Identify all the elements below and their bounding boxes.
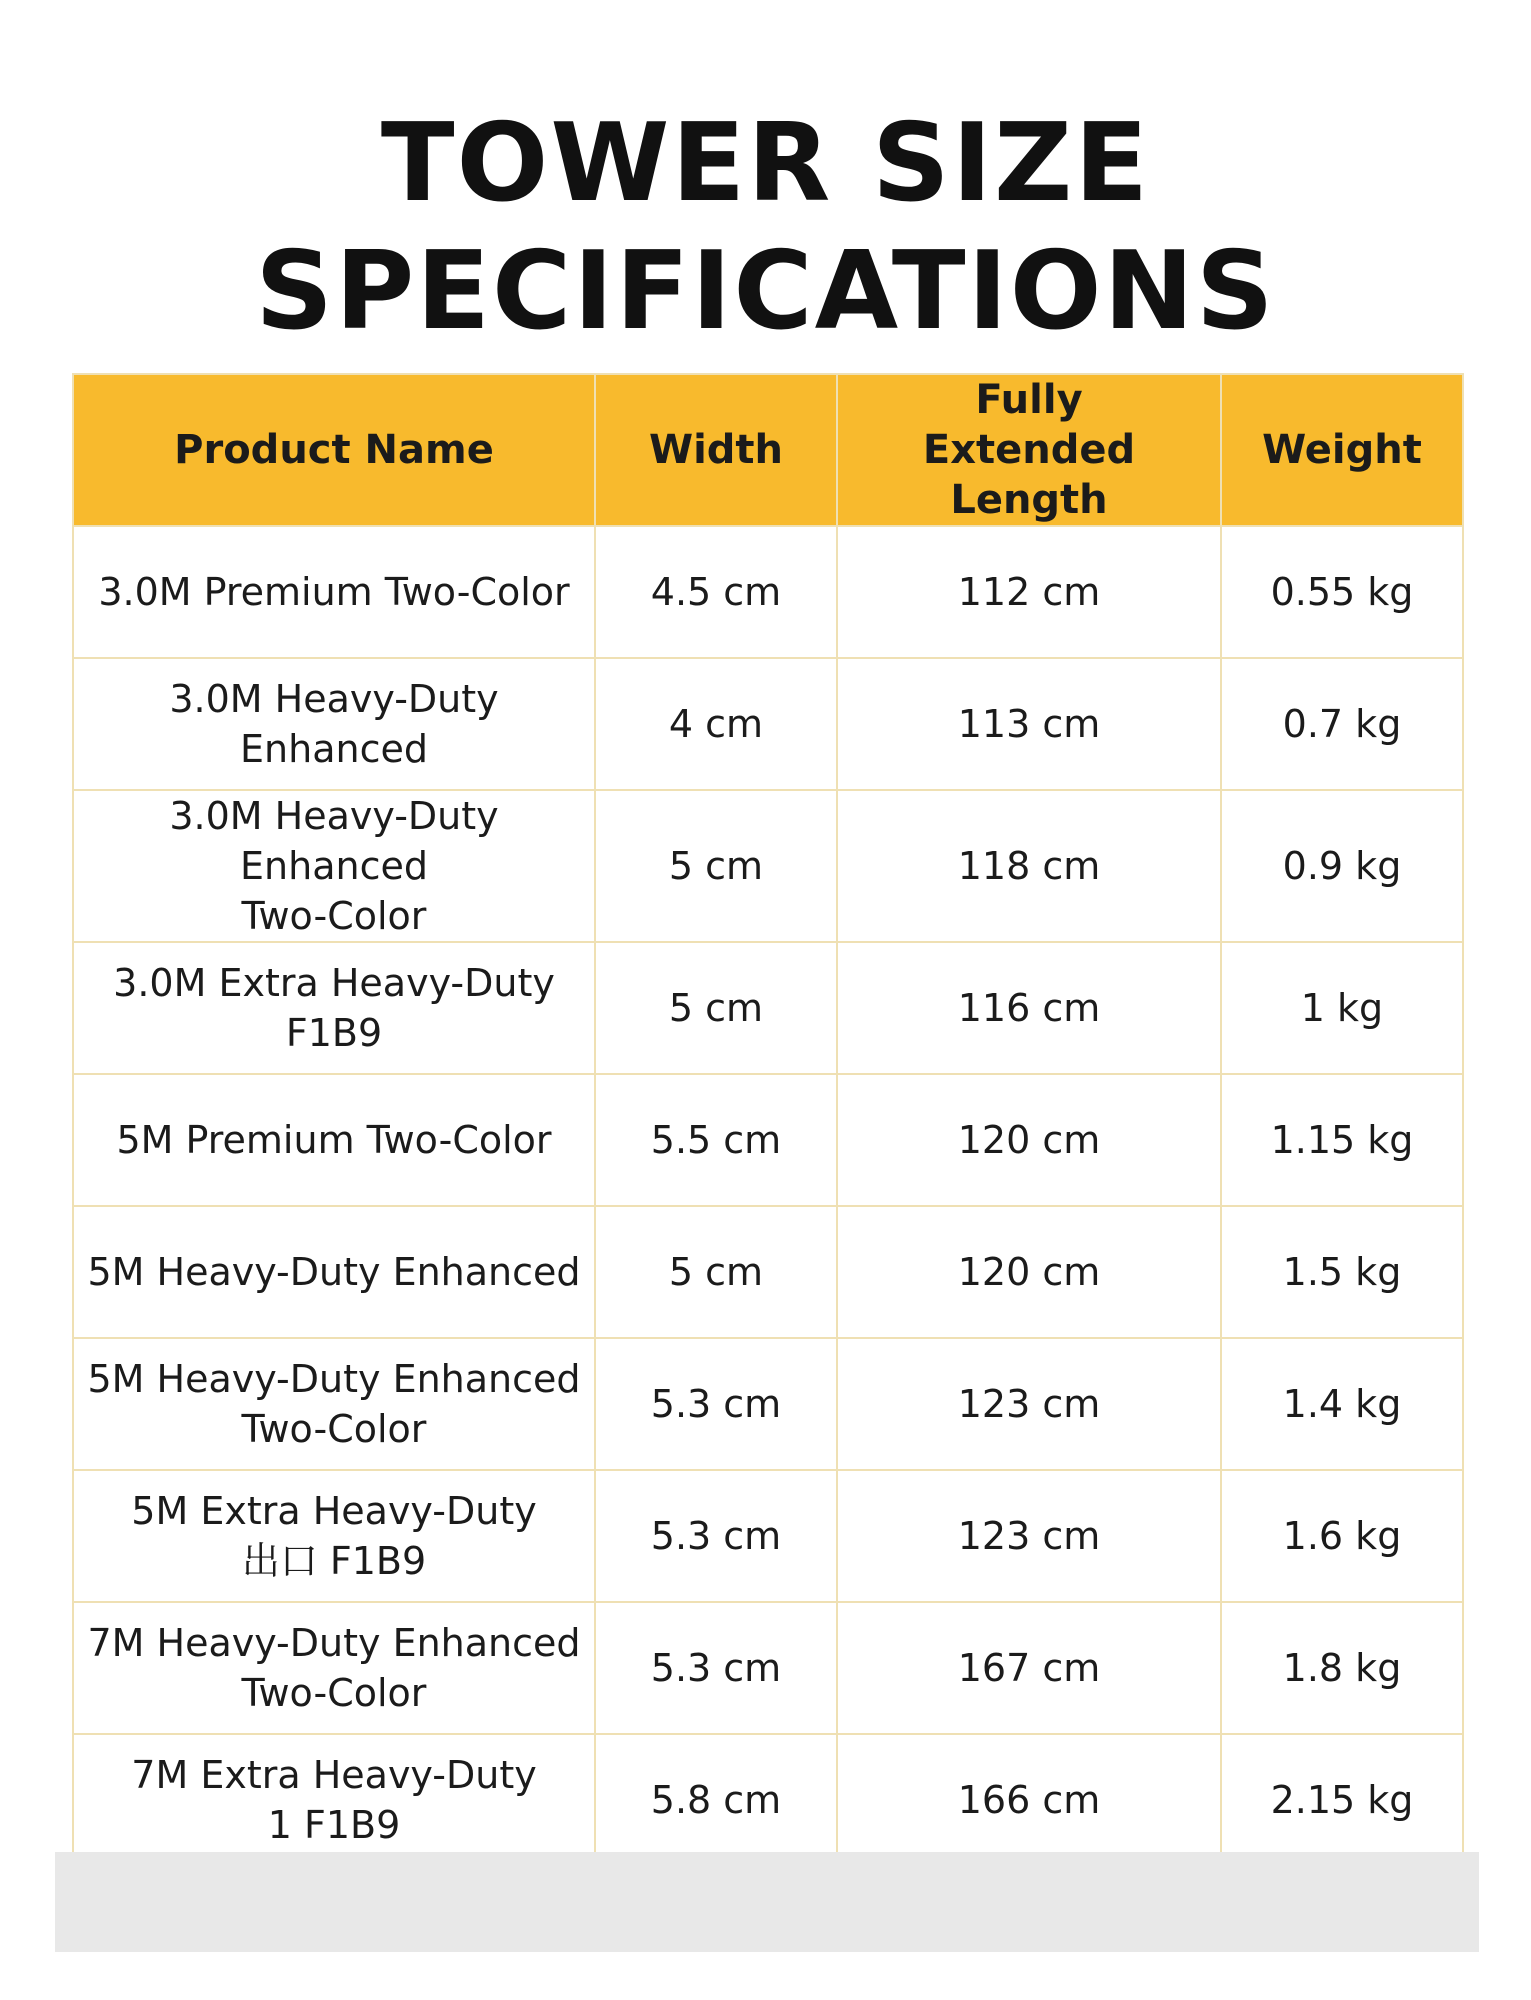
table-row: [73, 1602, 1463, 1734]
length-cell: 118 cm: [837, 790, 1221, 942]
product-name-cell: 7M Heavy-Duty Enhanced Two-Color: [73, 1602, 595, 1734]
table-row: [73, 1470, 1463, 1602]
header-extended-length: Fully Extended Length: [837, 374, 1221, 526]
table-row: [73, 1734, 1463, 1866]
width-cell: 5 cm: [595, 790, 837, 942]
product-name-cell: 3.0M Extra Heavy-Duty F1B9: [73, 942, 595, 1074]
weight-cell: 1.5 kg: [1221, 1206, 1463, 1338]
weight-cell: 2.15 kg: [1221, 1734, 1463, 1866]
header-row: [73, 374, 1463, 526]
length-cell: 166 cm: [837, 1734, 1221, 1866]
product-name-cell: 5M Premium Two-Color: [73, 1074, 595, 1206]
table-row: [73, 1206, 1463, 1338]
table-row: [73, 942, 1463, 1074]
weight-cell: 0.55 kg: [1221, 526, 1463, 658]
weight-cell: 1.4 kg: [1221, 1338, 1463, 1470]
weight-cell: 1.8 kg: [1221, 1602, 1463, 1734]
product-name-cell: 5M Heavy-Duty Enhanced: [73, 1206, 595, 1338]
length-cell: 112 cm: [837, 526, 1221, 658]
weight-cell: 1.6 kg: [1221, 1470, 1463, 1602]
length-cell: 167 cm: [837, 1602, 1221, 1734]
length-cell: 120 cm: [837, 1206, 1221, 1338]
width-cell: 5 cm: [595, 1206, 837, 1338]
weight-cell: 1 kg: [1221, 942, 1463, 1074]
product-name-cell: 3.0M Heavy-Duty Enhanced: [73, 658, 595, 790]
width-cell: 5.3 cm: [595, 1470, 837, 1602]
width-cell: 4.5 cm: [595, 526, 837, 658]
title-line-1: TOWER SIZE: [380, 101, 1151, 226]
product-name-cell: 5M Heavy-Duty Enhanced Two-Color: [73, 1338, 595, 1470]
length-cell: 123 cm: [837, 1470, 1221, 1602]
product-name-cell: 3.0M Premium Two-Color: [73, 526, 595, 658]
width-cell: 5.3 cm: [595, 1602, 837, 1734]
length-cell: 120 cm: [837, 1074, 1221, 1206]
page-title: [0, 100, 1531, 356]
length-cell: 113 cm: [837, 658, 1221, 790]
product-name-cell: 5M Extra Heavy-Duty 出口 F1B9: [73, 1470, 595, 1602]
table-header: [73, 374, 1463, 526]
product-name-cell: 3.0M Heavy-Duty Enhanced Two-Color: [73, 790, 595, 942]
title-line-2: SPECIFICATIONS: [255, 229, 1276, 354]
table-row: [73, 790, 1463, 942]
product-name-cell: 7M Extra Heavy-Duty 1 F1B9: [73, 1734, 595, 1866]
width-cell: 5.8 cm: [595, 1734, 837, 1866]
width-cell: 5.5 cm: [595, 1074, 837, 1206]
table-row: [73, 1338, 1463, 1470]
width-cell: 5 cm: [595, 942, 837, 1074]
header-weight: Weight: [1221, 374, 1463, 526]
weight-cell: 0.7 kg: [1221, 658, 1463, 790]
length-cell: 123 cm: [837, 1338, 1221, 1470]
length-cell: 116 cm: [837, 942, 1221, 1074]
table-row: [73, 526, 1463, 658]
table-body: [73, 526, 1463, 1866]
table-row: [73, 1074, 1463, 1206]
specifications-table: [72, 373, 1464, 1867]
header-product-name: Product Name: [73, 374, 595, 526]
width-cell: 5.3 cm: [595, 1338, 837, 1470]
table-row: [73, 658, 1463, 790]
weight-cell: 0.9 kg: [1221, 790, 1463, 942]
weight-cell: 1.15 kg: [1221, 1074, 1463, 1206]
header-width: Width: [595, 374, 837, 526]
width-cell: 4 cm: [595, 658, 837, 790]
footer-band: [55, 1852, 1479, 1952]
